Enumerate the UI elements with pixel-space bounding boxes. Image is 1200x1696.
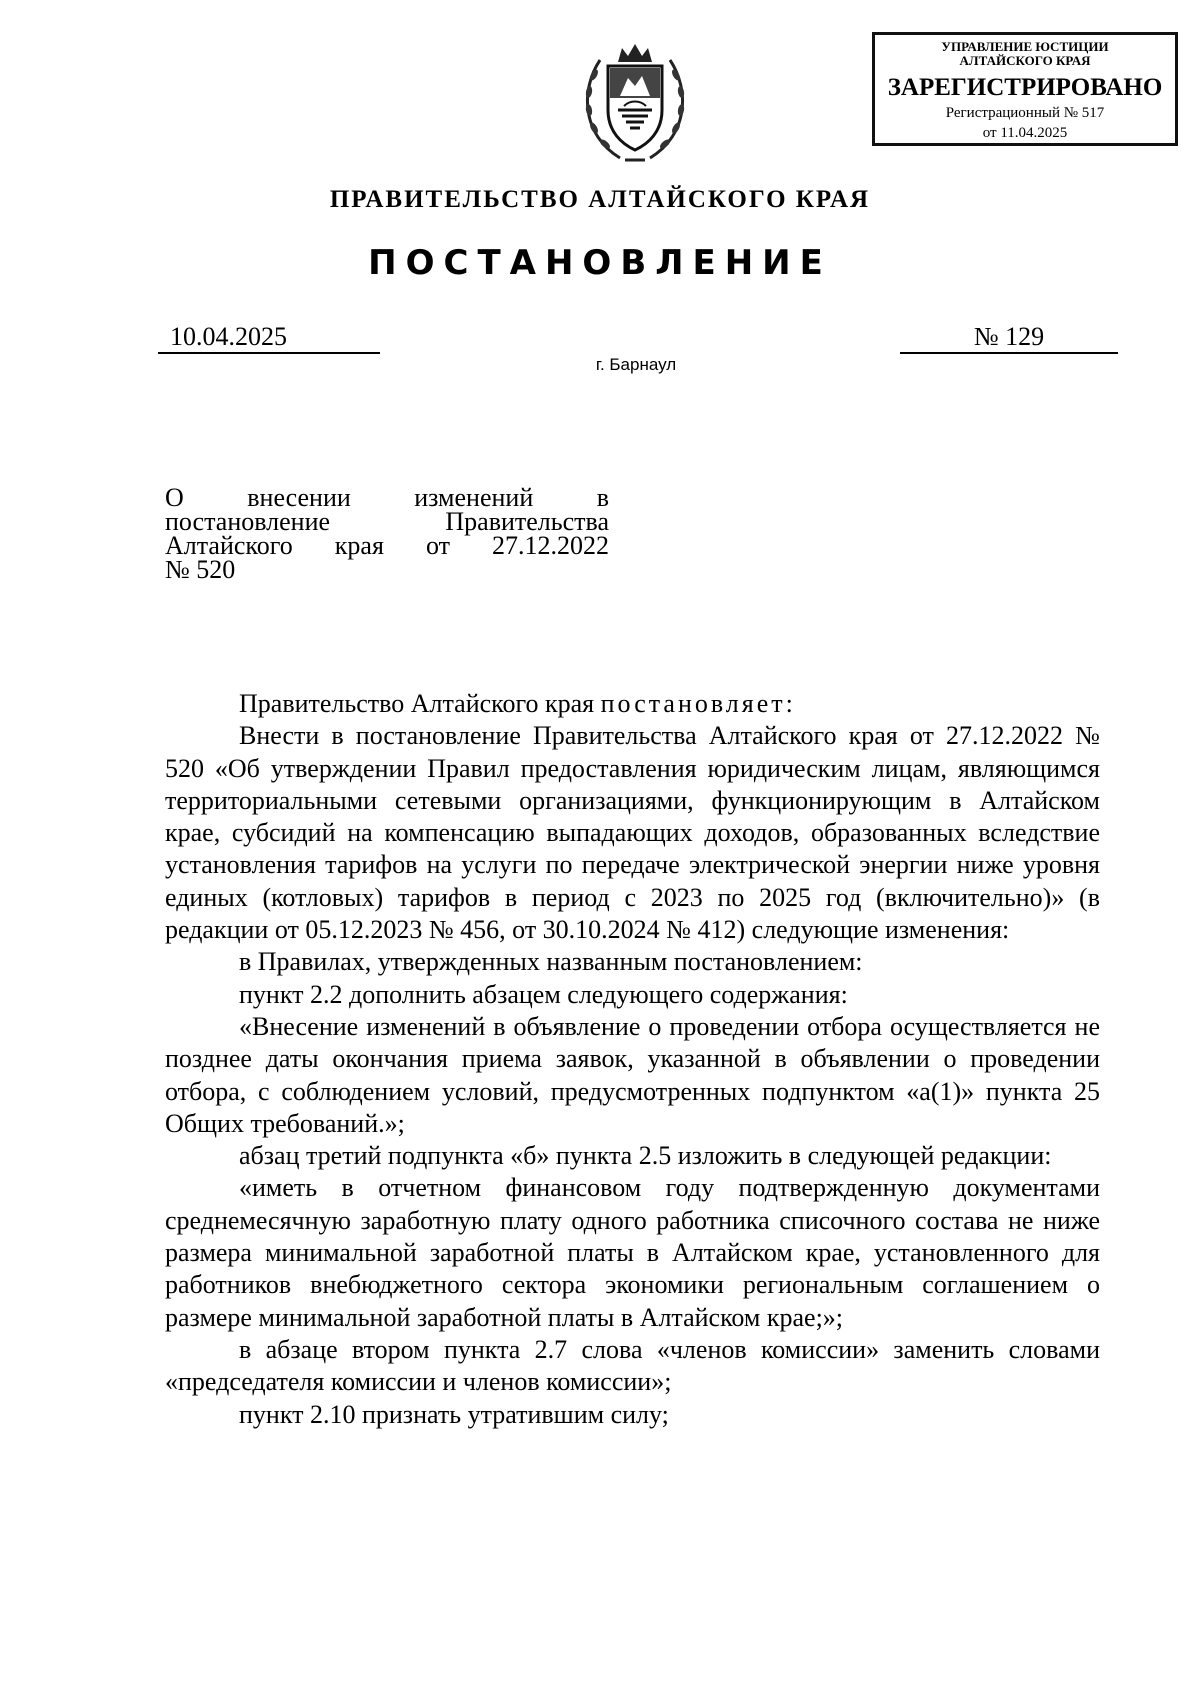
intro-paragraph [165,688,1100,720]
stamp-reg-number: Регистрационный № 517 [945,105,1105,121]
government-name: ПРАВИТЕЛЬСТВО АЛТАЙСКОГО КРАЯ [329,186,871,213]
intro-text: Правительство Алтайского края [239,689,601,718]
document-subject [165,483,609,584]
document-title: ПОСТАНОВЛЕНИЕ [368,243,832,283]
stamp-status: ЗАРЕГИСТРИРОВАНО [887,74,1163,101]
subject-line: постановление Правительства [165,507,609,536]
document-city: г. Барнаул [595,355,677,374]
body-paragraph: «Внесение изменений в объявление о проведении отбора осуществляется не позднее даты окончания приема заявок, указанной в объявлении о проведении отбора, с соблюдением условий, предусмотренных подпунктом «а(1)» пункта 25 Общих требований.»; [165,1011,1100,1138]
body-paragraph: в абзаце втором пункта 2.7 слова «членов комиссии» заменить словами «председателя комиссии и членов комиссии»; [165,1334,1100,1397]
body-paragraph: в Правилах, утвержденных названным постановлением: [239,947,863,977]
body-paragraph: «иметь в отчетном финансовом году подтвержденную документами среднемесячную заработную плату одного работника списочного состава не ниже размера минимальной заработной платы в Алтайском крае, установленного для работников внебюджетного сектора экономики региональным соглашением о размере минимальной заработной платы в Алтайском крае;»; [165,1173,1100,1332]
stamp-org-line2: АЛТАЙСКОГО КРАЯ [959,53,1091,68]
intro-decree-word: постановляет: [600,689,796,718]
body-paragraph: Внести в постановление Правительства Алтайского края от 27.12.2022 № 520 «Об утверждении Правил предоставления юридическим лицам, являющимся территориальными сетевыми организациями, функционирующим в Алтайском крае, субсидий на компенсацию выпадающих доходов, образованных вследствие установления тарифов на услуги по передаче электрической энергии ниже уровня единых (котловых) тарифов в период с 2023 по 2025 год (включительно)» (в редакции от 05.12.2023 № 456, от 30.10.2024 № 412) следующие изменения: [165,721,1100,945]
body-paragraph: пункт 2.10 признать утратившим силу; [239,1399,669,1429]
document-body [165,688,1100,1431]
coat-of-arms-emblem [580,40,690,165]
stamp-reg-date: от 11.04.2025 [982,125,1068,141]
subject-line: № 520 [165,555,236,584]
body-paragraph: пункт 2.2 дополнить абзацем следующего содержания: [239,979,848,1009]
body-paragraph: абзац третий подпункта «б» пункта 2.5 изложить в следующей редакции: [239,1141,1052,1171]
document-date: 10.04.2025 [158,322,380,354]
document-number: № 129 [900,322,1118,354]
subject-line: Алтайского края от 27.12.2022 [165,531,609,560]
registration-stamp [872,32,1178,146]
subject-line: О внесении изменений в [165,483,609,512]
stamp-org-line1: УПРАВЛЕНИЕ ЮСТИЦИИ [941,39,1109,54]
